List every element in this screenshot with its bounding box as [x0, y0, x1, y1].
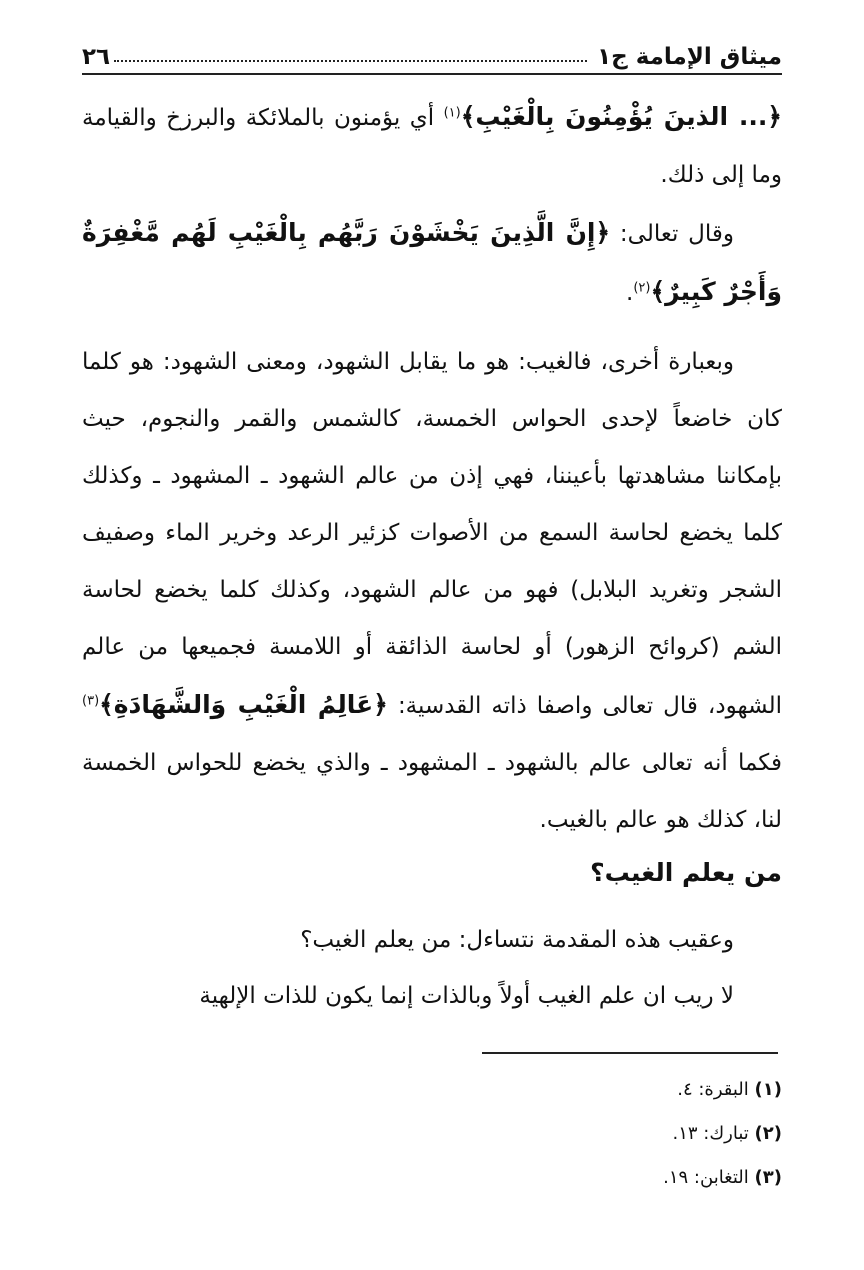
footnote-number: (٣) — [754, 1167, 782, 1188]
paragraph-3-text-a: وبعبارة أخرى، فالغيب: هو ما يقابل الشهود، ومعنى الشهود: هو كلما كان خاضعاً لإحدى الحواس الخمسة، كالشمس والقمر والنجوم، حيث بإمكاننا مشاهدتها بأعيننا، فهي إذن من عالم الشهود ـ المشهود ـ وكذلك كلما يخضع لحاسة السمع من الأصوات كزئير الرعد وخرير الماء وصفيف الشجر وتغريد البلابل) فهو من عالم الشهود، وكذلك كلما يخضع لحاسة الشم (كروائح الزهور) أو لحاسة الذائقة أو اللامسة فجميعها من عالم الشهود، قال تعالى واصفا ذاته القدسية: — [82, 349, 782, 719]
footnote-text: التغابن: ١٩. — [663, 1167, 749, 1188]
footnote-2 — [82, 1112, 782, 1156]
footnote-text: البقرة: ٤. — [677, 1079, 749, 1100]
paragraph-3 — [82, 334, 782, 849]
section-body — [82, 912, 782, 1024]
paragraph-1-text: أي يؤمنون بالملائكة والبرزخ والقيامة وما إلى ذلك. — [82, 105, 782, 188]
header-rule — [82, 73, 782, 75]
footnote-ref-3: (٣) — [82, 693, 100, 709]
quran-verse-3: ﴿عَالِمُ الْغَيْبِ وَالشَّهَادَةِ﴾ — [99, 690, 388, 719]
footnote-number: (٢) — [754, 1123, 782, 1144]
book-title: ميثاق الإمامة ج١ — [597, 44, 782, 70]
footnote-3 — [82, 1156, 782, 1200]
running-header — [82, 34, 782, 70]
section-line-2: لا ريب ان علم الغيب أولاً وبالذات إنما يكون للذات الإلهية — [199, 983, 734, 1009]
paragraph-2-end: . — [626, 280, 634, 306]
section-heading: من يعلم الغيب؟ — [590, 858, 782, 887]
footnote-ref-1: (١) — [443, 105, 461, 121]
quran-verse-2: ﴿إِنَّ الَّذِينَ يَخْشَوْنَ رَبَّهُم بِالْغَيْبِ لَهُم مَّغْفِرَةٌ وَأَجْرٌ كَبِيرٌ﴾ — [82, 218, 782, 306]
header-dot-leader — [114, 60, 587, 62]
quran-verse-1: ﴿... الذينَ يُؤْمِنُونَ بِالْغَيْبِ﴾ — [460, 102, 782, 131]
paragraph-3-text-b: فكما أنه تعالى عالم بالشهود ـ المشهود ـ والذي يخضع للحواس الخمسة لنا، كذلك هو عالم بالغيب. — [82, 750, 782, 833]
main-text — [82, 88, 782, 849]
footnote-1 — [82, 1068, 782, 1112]
paragraph-2-intro: وقال تعالى: — [610, 221, 734, 247]
footnote-number: (١) — [754, 1079, 782, 1100]
paragraph-1 — [82, 88, 782, 204]
paragraph-2 — [82, 204, 782, 322]
page-number: ٢٦ — [82, 44, 111, 70]
footnote-ref-2: (٢) — [633, 280, 651, 296]
section-line-1: وعقيب هذه المقدمة نتساءل: من يعلم الغيب؟ — [300, 927, 734, 953]
footnote-text: تبارك: ١٣. — [672, 1123, 749, 1144]
footnote-separator — [482, 1052, 778, 1054]
footnotes — [82, 1068, 782, 1200]
paragraph-spacer — [82, 322, 782, 334]
